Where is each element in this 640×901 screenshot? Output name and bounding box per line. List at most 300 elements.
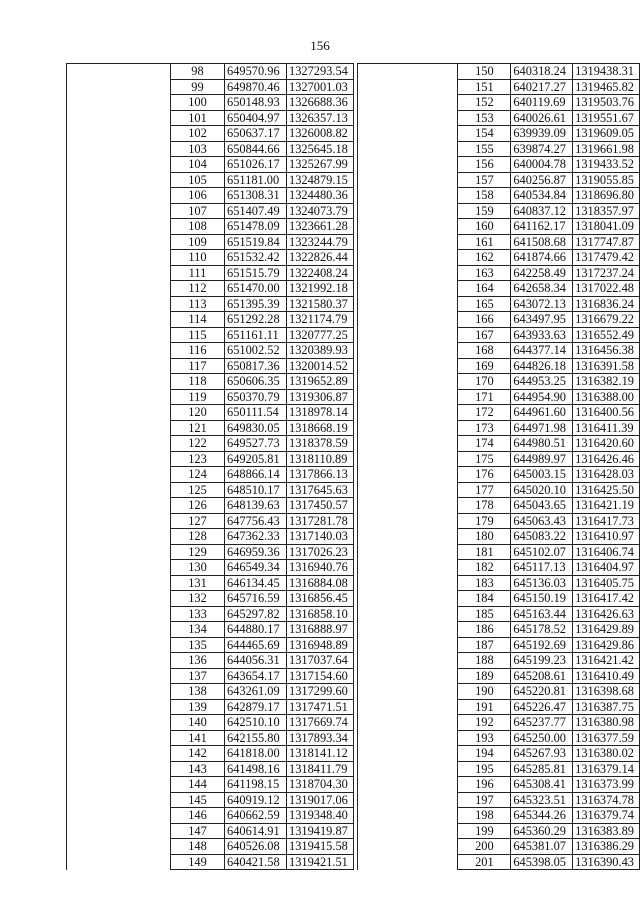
y-coordinate-cell: 1316420.60 [573,436,640,452]
y-coordinate-cell: 1316410.49 [573,668,640,684]
x-coordinate-cell: 645344.26 [511,808,573,824]
empty-first-column [358,64,458,870]
coordinates-table-left [66,63,354,870]
y-coordinate-cell: 1317026.23 [287,544,354,560]
point-number-cell: 138 [171,684,225,700]
point-number-cell: 196 [458,777,511,793]
y-coordinate-cell: 1317893.34 [287,730,354,746]
x-coordinate-cell: 643497.95 [511,312,573,328]
point-number-cell: 137 [171,668,225,684]
y-coordinate-cell: 1316404.97 [573,560,640,576]
y-coordinate-cell: 1316940.76 [287,560,354,576]
x-coordinate-cell: 641198.15 [225,777,287,793]
point-number-cell: 171 [458,389,511,405]
y-coordinate-cell: 1327293.54 [287,64,354,80]
y-coordinate-cell: 1316406.74 [573,544,640,560]
x-coordinate-cell: 645003.15 [511,467,573,483]
y-coordinate-cell: 1318411.79 [287,761,354,777]
x-coordinate-cell: 650148.93 [225,95,287,111]
point-number-cell: 192 [458,715,511,731]
x-coordinate-cell: 650637.17 [225,126,287,142]
y-coordinate-cell: 1320777.25 [287,327,354,343]
x-coordinate-cell: 640256.87 [511,172,573,188]
point-number-cell: 99 [171,79,225,95]
point-number-cell: 179 [458,513,511,529]
x-coordinate-cell: 650606.35 [225,374,287,390]
y-coordinate-cell: 1317479.42 [573,250,640,266]
point-number-cell: 109 [171,234,225,250]
point-number-cell: 136 [171,653,225,669]
point-number-cell: 158 [458,188,511,204]
x-coordinate-cell: 651292.28 [225,312,287,328]
point-number-cell: 161 [458,234,511,250]
point-number-cell: 168 [458,343,511,359]
y-coordinate-cell: 1317140.03 [287,529,354,545]
point-number-cell: 191 [458,699,511,715]
y-coordinate-cell: 1317866.13 [287,467,354,483]
point-number-cell: 199 [458,823,511,839]
point-number-cell: 201 [458,854,511,870]
point-number-cell: 147 [171,823,225,839]
x-coordinate-cell: 645226.47 [511,699,573,715]
x-coordinate-cell: 642510.10 [225,715,287,731]
y-coordinate-cell: 1318378.59 [287,436,354,452]
point-number-cell: 189 [458,668,511,684]
x-coordinate-cell: 642258.49 [511,265,573,281]
x-coordinate-cell: 645237.77 [511,715,573,731]
y-coordinate-cell: 1327001.03 [287,79,354,95]
x-coordinate-cell: 639939.09 [511,126,573,142]
x-coordinate-cell: 644826.18 [511,358,573,374]
x-coordinate-cell: 644961.60 [511,405,573,421]
y-coordinate-cell: 1316552.49 [573,327,640,343]
y-coordinate-cell: 1316421.19 [573,498,640,514]
point-number-cell: 180 [458,529,511,545]
x-coordinate-cell: 640526.08 [225,839,287,855]
point-number-cell: 167 [458,327,511,343]
x-coordinate-cell: 651515.79 [225,265,287,281]
y-coordinate-cell: 1319421.51 [287,854,354,870]
point-number-cell: 134 [171,622,225,638]
table-row [67,64,354,80]
point-number-cell: 105 [171,172,225,188]
x-coordinate-cell: 647362.33 [225,529,287,545]
x-coordinate-cell: 640318.24 [511,64,573,80]
y-coordinate-cell: 1316948.89 [287,637,354,653]
x-coordinate-cell: 640919.12 [225,792,287,808]
point-number-cell: 126 [171,498,225,514]
x-coordinate-cell: 644056.31 [225,653,287,669]
y-coordinate-cell: 1326008.82 [287,126,354,142]
point-number-cell: 153 [458,110,511,126]
point-number-cell: 131 [171,575,225,591]
y-coordinate-cell: 1316379.14 [573,761,640,777]
point-number-cell: 172 [458,405,511,421]
y-coordinate-cell: 1317237.24 [573,265,640,281]
y-coordinate-cell: 1316388.00 [573,389,640,405]
x-coordinate-cell: 645398.05 [511,854,573,870]
point-number-cell: 181 [458,544,511,560]
y-coordinate-cell: 1319551.67 [573,110,640,126]
y-coordinate-cell: 1316405.75 [573,575,640,591]
x-coordinate-cell: 646549.34 [225,560,287,576]
point-number-cell: 146 [171,808,225,824]
y-coordinate-cell: 1319348.40 [287,808,354,824]
y-coordinate-cell: 1324073.79 [287,203,354,219]
point-number-cell: 157 [458,172,511,188]
point-number-cell: 149 [171,854,225,870]
point-number-cell: 116 [171,343,225,359]
point-number-cell: 112 [171,281,225,297]
y-coordinate-cell: 1325645.18 [287,141,354,157]
y-coordinate-cell: 1319438.31 [573,64,640,80]
x-coordinate-cell: 642155.80 [225,730,287,746]
x-coordinate-cell: 648510.17 [225,482,287,498]
point-number-cell: 183 [458,575,511,591]
y-coordinate-cell: 1319465.82 [573,79,640,95]
point-number-cell: 103 [171,141,225,157]
point-number-cell: 177 [458,482,511,498]
x-coordinate-cell: 643072.13 [511,296,573,312]
x-coordinate-cell: 645102.07 [511,544,573,560]
x-coordinate-cell: 645043.65 [511,498,573,514]
x-coordinate-cell: 641818.00 [225,746,287,762]
x-coordinate-cell: 649830.05 [225,420,287,436]
x-coordinate-cell: 651181.00 [225,172,287,188]
x-coordinate-cell: 645020.10 [511,482,573,498]
point-number-cell: 111 [171,265,225,281]
y-coordinate-cell: 1316456.38 [573,343,640,359]
y-coordinate-cell: 1316856.45 [287,591,354,607]
y-coordinate-cell: 1316425.50 [573,482,640,498]
x-coordinate-cell: 640004.78 [511,157,573,173]
x-coordinate-cell: 647756.43 [225,513,287,529]
point-number-cell: 200 [458,839,511,855]
empty-first-column [67,64,171,870]
point-number-cell: 124 [171,467,225,483]
y-coordinate-cell: 1318110.89 [287,451,354,467]
point-number-cell: 160 [458,219,511,235]
y-coordinate-cell: 1316382.19 [573,374,640,390]
x-coordinate-cell: 643261.09 [225,684,287,700]
point-number-cell: 182 [458,560,511,576]
point-number-cell: 156 [458,157,511,173]
y-coordinate-cell: 1316387.75 [573,699,640,715]
point-number-cell: 100 [171,95,225,111]
coordinates-table-right [357,63,640,870]
point-number-cell: 115 [171,327,225,343]
x-coordinate-cell: 649527.73 [225,436,287,452]
point-number-cell: 190 [458,684,511,700]
y-coordinate-cell: 1316386.29 [573,839,640,855]
point-number-cell: 186 [458,622,511,638]
x-coordinate-cell: 645250.00 [511,730,573,746]
point-number-cell: 151 [458,79,511,95]
x-coordinate-cell: 640217.27 [511,79,573,95]
y-coordinate-cell: 1316373.99 [573,777,640,793]
x-coordinate-cell: 644971.98 [511,420,573,436]
y-coordinate-cell: 1316390.43 [573,854,640,870]
y-coordinate-cell: 1316417.73 [573,513,640,529]
x-coordinate-cell: 645267.93 [511,746,573,762]
y-coordinate-cell: 1316858.10 [287,606,354,622]
point-number-cell: 164 [458,281,511,297]
x-coordinate-cell: 644980.51 [511,436,573,452]
point-number-cell: 174 [458,436,511,452]
x-coordinate-cell: 650404.97 [225,110,287,126]
point-number-cell: 166 [458,312,511,328]
point-number-cell: 145 [171,792,225,808]
point-number-cell: 175 [458,451,511,467]
x-coordinate-cell: 642879.17 [225,699,287,715]
point-number-cell: 185 [458,606,511,622]
point-number-cell: 150 [458,64,511,80]
point-number-cell: 128 [171,529,225,545]
point-number-cell: 127 [171,513,225,529]
point-number-cell: 162 [458,250,511,266]
point-number-cell: 117 [171,358,225,374]
y-coordinate-cell: 1319503.76 [573,95,640,111]
y-coordinate-cell: 1321174.79 [287,312,354,328]
y-coordinate-cell: 1319415.58 [287,839,354,855]
y-coordinate-cell: 1316421.42 [573,653,640,669]
x-coordinate-cell: 651308.31 [225,188,287,204]
x-coordinate-cell: 640837.12 [511,203,573,219]
x-coordinate-cell: 651519.84 [225,234,287,250]
point-number-cell: 154 [458,126,511,142]
point-number-cell: 123 [171,451,225,467]
x-coordinate-cell: 640026.61 [511,110,573,126]
point-number-cell: 188 [458,653,511,669]
x-coordinate-cell: 650844.66 [225,141,287,157]
x-coordinate-cell: 641874.66 [511,250,573,266]
table-row [358,64,640,80]
y-coordinate-cell: 1324480.36 [287,188,354,204]
y-coordinate-cell: 1316391.58 [573,358,640,374]
x-coordinate-cell: 646959.36 [225,544,287,560]
point-number-cell: 143 [171,761,225,777]
x-coordinate-cell: 651395.39 [225,296,287,312]
x-coordinate-cell: 648866.14 [225,467,287,483]
x-coordinate-cell: 644880.17 [225,622,287,638]
y-coordinate-cell: 1326357.13 [287,110,354,126]
y-coordinate-cell: 1326688.36 [287,95,354,111]
x-coordinate-cell: 645208.61 [511,668,573,684]
x-coordinate-cell: 645308.41 [511,777,573,793]
page-number: 156 [310,38,330,53]
x-coordinate-cell: 645323.51 [511,792,573,808]
y-coordinate-cell: 1317154.60 [287,668,354,684]
point-number-cell: 114 [171,312,225,328]
y-coordinate-cell: 1319017.06 [287,792,354,808]
x-coordinate-cell: 644953.25 [511,374,573,390]
point-number-cell: 165 [458,296,511,312]
x-coordinate-cell: 642658.34 [511,281,573,297]
y-coordinate-cell: 1319609.05 [573,126,640,142]
x-coordinate-cell: 641508.68 [511,234,573,250]
point-number-cell: 163 [458,265,511,281]
y-coordinate-cell: 1324879.15 [287,172,354,188]
x-coordinate-cell: 645381.07 [511,839,573,855]
point-number-cell: 198 [458,808,511,824]
x-coordinate-cell: 645199.23 [511,653,573,669]
y-coordinate-cell: 1321580.37 [287,296,354,312]
y-coordinate-cell: 1320014.52 [287,358,354,374]
x-coordinate-cell: 645163.44 [511,606,573,622]
y-coordinate-cell: 1317281.78 [287,513,354,529]
y-coordinate-cell: 1316429.86 [573,637,640,653]
y-coordinate-cell: 1318141.12 [287,746,354,762]
point-number-cell: 108 [171,219,225,235]
point-number-cell: 195 [458,761,511,777]
point-number-cell: 119 [171,389,225,405]
x-coordinate-cell: 640119.69 [511,95,573,111]
point-number-cell: 129 [171,544,225,560]
x-coordinate-cell: 643654.17 [225,668,287,684]
x-coordinate-cell: 644465.69 [225,637,287,653]
x-coordinate-cell: 649205.81 [225,451,287,467]
y-coordinate-cell: 1319306.87 [287,389,354,405]
y-coordinate-cell: 1316679.22 [573,312,640,328]
y-coordinate-cell: 1317450.57 [287,498,354,514]
x-coordinate-cell: 651026.17 [225,157,287,173]
y-coordinate-cell: 1316884.08 [287,575,354,591]
point-number-cell: 135 [171,637,225,653]
y-coordinate-cell: 1317669.74 [287,715,354,731]
point-number-cell: 184 [458,591,511,607]
point-number-cell: 122 [171,436,225,452]
point-number-cell: 173 [458,420,511,436]
point-number-cell: 197 [458,792,511,808]
x-coordinate-cell: 640421.58 [225,854,287,870]
x-coordinate-cell: 645192.69 [511,637,573,653]
point-number-cell: 106 [171,188,225,204]
point-number-cell: 169 [458,358,511,374]
y-coordinate-cell: 1316374.78 [573,792,640,808]
y-coordinate-cell: 1318696.80 [573,188,640,204]
x-coordinate-cell: 645150.19 [511,591,573,607]
point-number-cell: 104 [171,157,225,173]
x-coordinate-cell: 640614.91 [225,823,287,839]
point-number-cell: 170 [458,374,511,390]
y-coordinate-cell: 1320389.93 [287,343,354,359]
point-number-cell: 120 [171,405,225,421]
x-coordinate-cell: 645716.59 [225,591,287,607]
point-number-cell: 121 [171,420,225,436]
y-coordinate-cell: 1316410.97 [573,529,640,545]
y-coordinate-cell: 1322408.24 [287,265,354,281]
y-coordinate-cell: 1321992.18 [287,281,354,297]
x-coordinate-cell: 649570.96 [225,64,287,80]
y-coordinate-cell: 1319419.87 [287,823,354,839]
y-coordinate-cell: 1318704.30 [287,777,354,793]
x-coordinate-cell: 643933.63 [511,327,573,343]
x-coordinate-cell: 645297.82 [225,606,287,622]
y-coordinate-cell: 1317037.64 [287,653,354,669]
point-number-cell: 194 [458,746,511,762]
x-coordinate-cell: 651407.49 [225,203,287,219]
y-coordinate-cell: 1316429.89 [573,622,640,638]
point-number-cell: 118 [171,374,225,390]
point-number-cell: 110 [171,250,225,266]
point-number-cell: 178 [458,498,511,514]
x-coordinate-cell: 645285.81 [511,761,573,777]
y-coordinate-cell: 1316398.68 [573,684,640,700]
y-coordinate-cell: 1319433.52 [573,157,640,173]
x-coordinate-cell: 651161.11 [225,327,287,343]
point-number-cell: 176 [458,467,511,483]
point-number-cell: 141 [171,730,225,746]
x-coordinate-cell: 639874.27 [511,141,573,157]
point-number-cell: 152 [458,95,511,111]
x-coordinate-cell: 650817.36 [225,358,287,374]
x-coordinate-cell: 645083.22 [511,529,573,545]
y-coordinate-cell: 1316888.97 [287,622,354,638]
point-number-cell: 101 [171,110,225,126]
y-coordinate-cell: 1316380.98 [573,715,640,731]
point-number-cell: 142 [171,746,225,762]
x-coordinate-cell: 649870.46 [225,79,287,95]
y-coordinate-cell: 1317645.63 [287,482,354,498]
y-coordinate-cell: 1322826.44 [287,250,354,266]
y-coordinate-cell: 1318978.14 [287,405,354,421]
point-number-cell: 125 [171,482,225,498]
x-coordinate-cell: 641498.16 [225,761,287,777]
y-coordinate-cell: 1318041.09 [573,219,640,235]
point-number-cell: 132 [171,591,225,607]
y-coordinate-cell: 1318357.97 [573,203,640,219]
y-coordinate-cell: 1316417.42 [573,591,640,607]
x-coordinate-cell: 645360.29 [511,823,573,839]
x-coordinate-cell: 646134.45 [225,575,287,591]
point-number-cell: 133 [171,606,225,622]
x-coordinate-cell: 644954.90 [511,389,573,405]
y-coordinate-cell: 1316426.46 [573,451,640,467]
y-coordinate-cell: 1319661.98 [573,141,640,157]
point-number-cell: 107 [171,203,225,219]
y-coordinate-cell: 1316836.24 [573,296,640,312]
y-coordinate-cell: 1325267.99 [287,157,354,173]
y-coordinate-cell: 1316411.39 [573,420,640,436]
y-coordinate-cell: 1316428.03 [573,467,640,483]
x-coordinate-cell: 640662.59 [225,808,287,824]
point-number-cell: 193 [458,730,511,746]
x-coordinate-cell: 644989.97 [511,451,573,467]
y-coordinate-cell: 1316426.63 [573,606,640,622]
x-coordinate-cell: 645136.03 [511,575,573,591]
y-coordinate-cell: 1316380.02 [573,746,640,762]
x-coordinate-cell: 645220.81 [511,684,573,700]
x-coordinate-cell: 640534.84 [511,188,573,204]
point-number-cell: 148 [171,839,225,855]
y-coordinate-cell: 1316400.56 [573,405,640,421]
y-coordinate-cell: 1323661.28 [287,219,354,235]
y-coordinate-cell: 1316383.89 [573,823,640,839]
x-coordinate-cell: 648139.63 [225,498,287,514]
point-number-cell: 98 [171,64,225,80]
point-number-cell: 144 [171,777,225,793]
x-coordinate-cell: 644377.14 [511,343,573,359]
x-coordinate-cell: 651478.09 [225,219,287,235]
point-number-cell: 155 [458,141,511,157]
point-number-cell: 130 [171,560,225,576]
y-coordinate-cell: 1323244.79 [287,234,354,250]
point-number-cell: 139 [171,699,225,715]
x-coordinate-cell: 650111.54 [225,405,287,421]
x-coordinate-cell: 645117.13 [511,560,573,576]
point-number-cell: 187 [458,637,511,653]
y-coordinate-cell: 1317747.87 [573,234,640,250]
